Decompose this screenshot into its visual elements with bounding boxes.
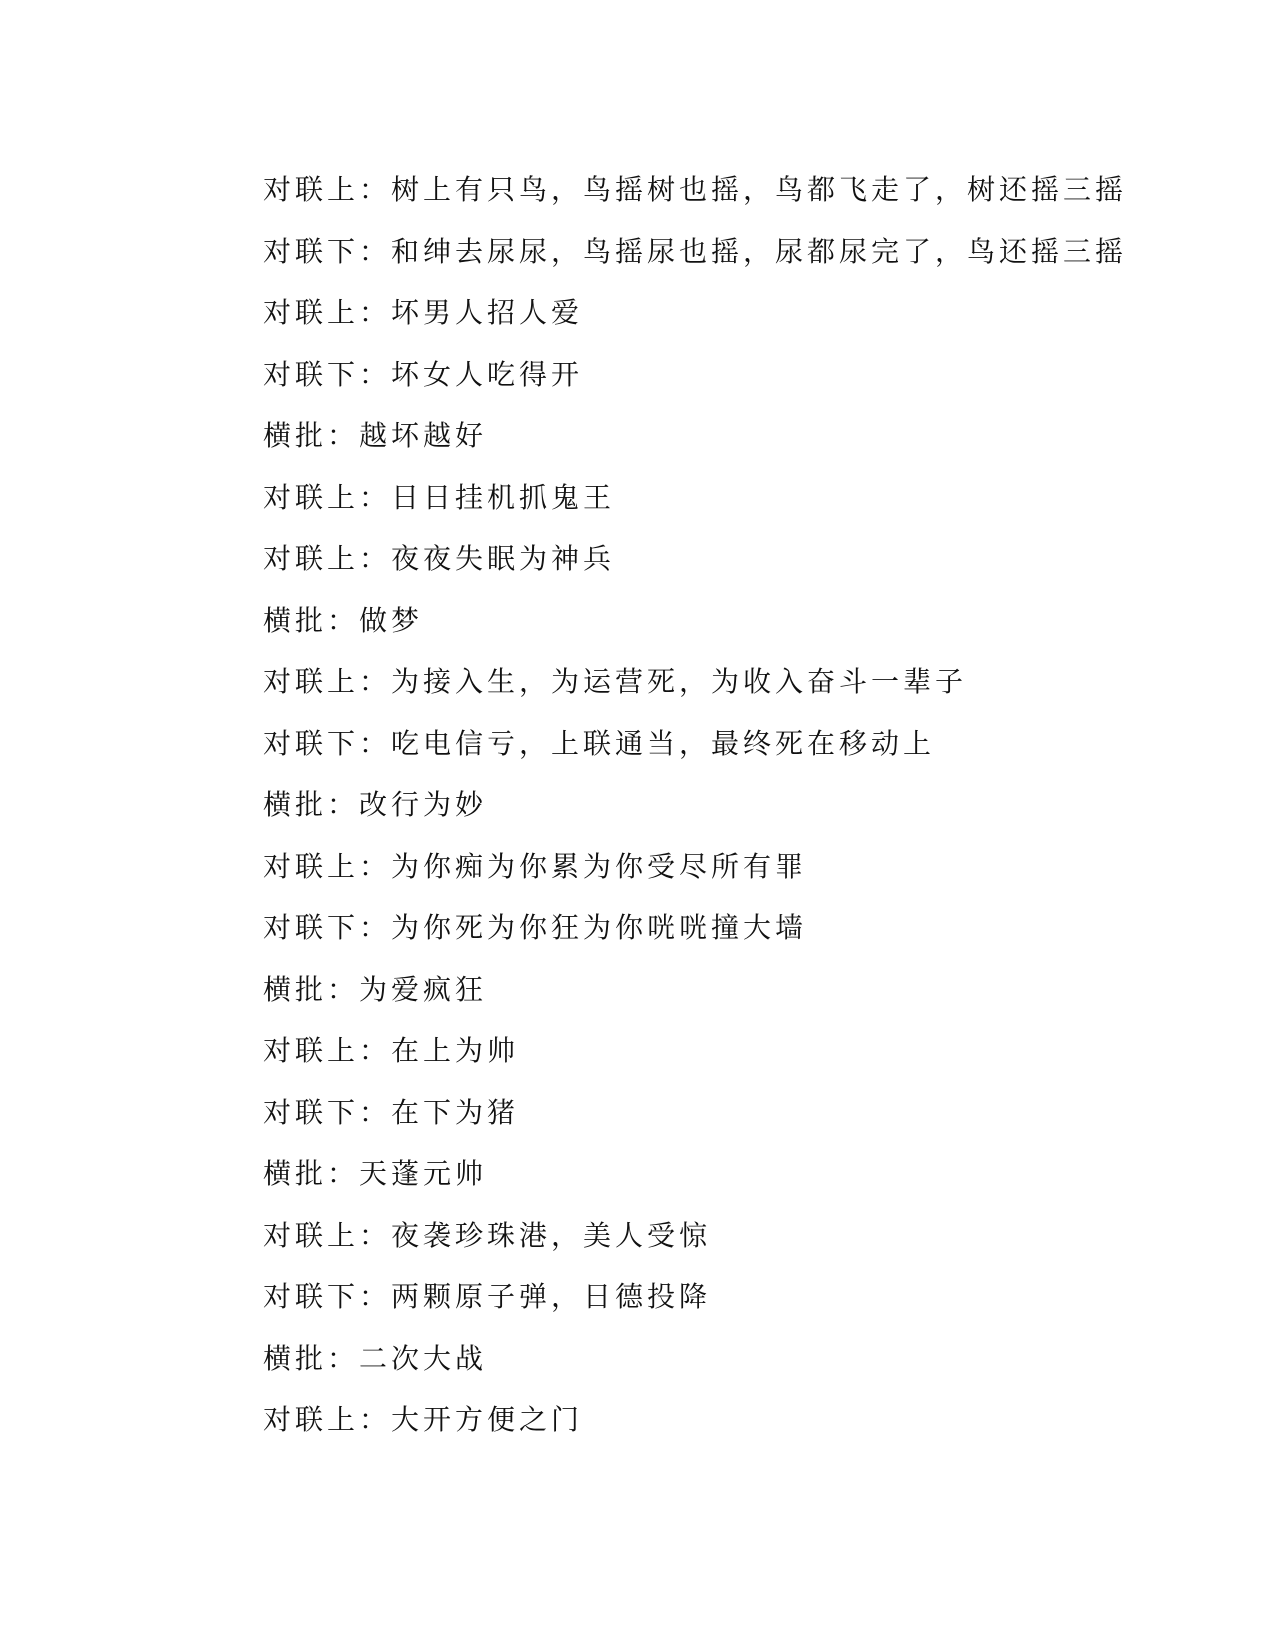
text-line: 横批：做梦 <box>263 603 424 637</box>
text-line: 对联上：在上为帅 <box>263 1034 520 1067</box>
text-line: 对联上：为你痴为你累为你受尽所有罪 <box>263 849 808 883</box>
text-line: 对联上：为接入生，为运营死，为收入奋斗一辈子 <box>263 665 968 698</box>
text-line: 横批：越坏越好 <box>263 419 488 452</box>
text-line: 横批：改行为妙 <box>263 788 488 821</box>
document-body <box>263 159 1163 1451</box>
text-line: 横批：天蓬元帅 <box>263 1157 488 1190</box>
text-line: 对联上：坏男人招人爱 <box>263 296 584 329</box>
text-line: 对联下：和绅去尿尿，鸟摇尿也摇，尿都尿完了，鸟还摇三摇 <box>263 234 1128 268</box>
text-line: 对联上：夜夜失眠为神兵 <box>263 542 616 575</box>
text-line: 对联下：两颗原子弹，日德投降 <box>263 1280 712 1313</box>
text-line: 对联下：为你死为你狂为你咣咣撞大墙 <box>263 911 808 944</box>
text-line: 对联上：大开方便之门 <box>263 1403 584 1436</box>
text-line: 对联上：日日挂机抓鬼王 <box>263 480 616 514</box>
text-line: 对联下：坏女人吃得开 <box>263 357 584 391</box>
text-line: 对联下：在下为猪 <box>263 1095 520 1129</box>
text-line: 对联下：吃电信亏，上联通当，最终死在移动上 <box>263 726 936 760</box>
text-line: 对联上：夜袭珍珠港，美人受惊 <box>263 1218 712 1252</box>
text-line: 对联上：树上有只鸟，鸟摇树也摇，鸟都飞走了，树还摇三摇 <box>263 173 1128 206</box>
text-line: 横批：为爱疯狂 <box>263 972 488 1006</box>
text-line: 横批：二次大战 <box>263 1341 488 1375</box>
